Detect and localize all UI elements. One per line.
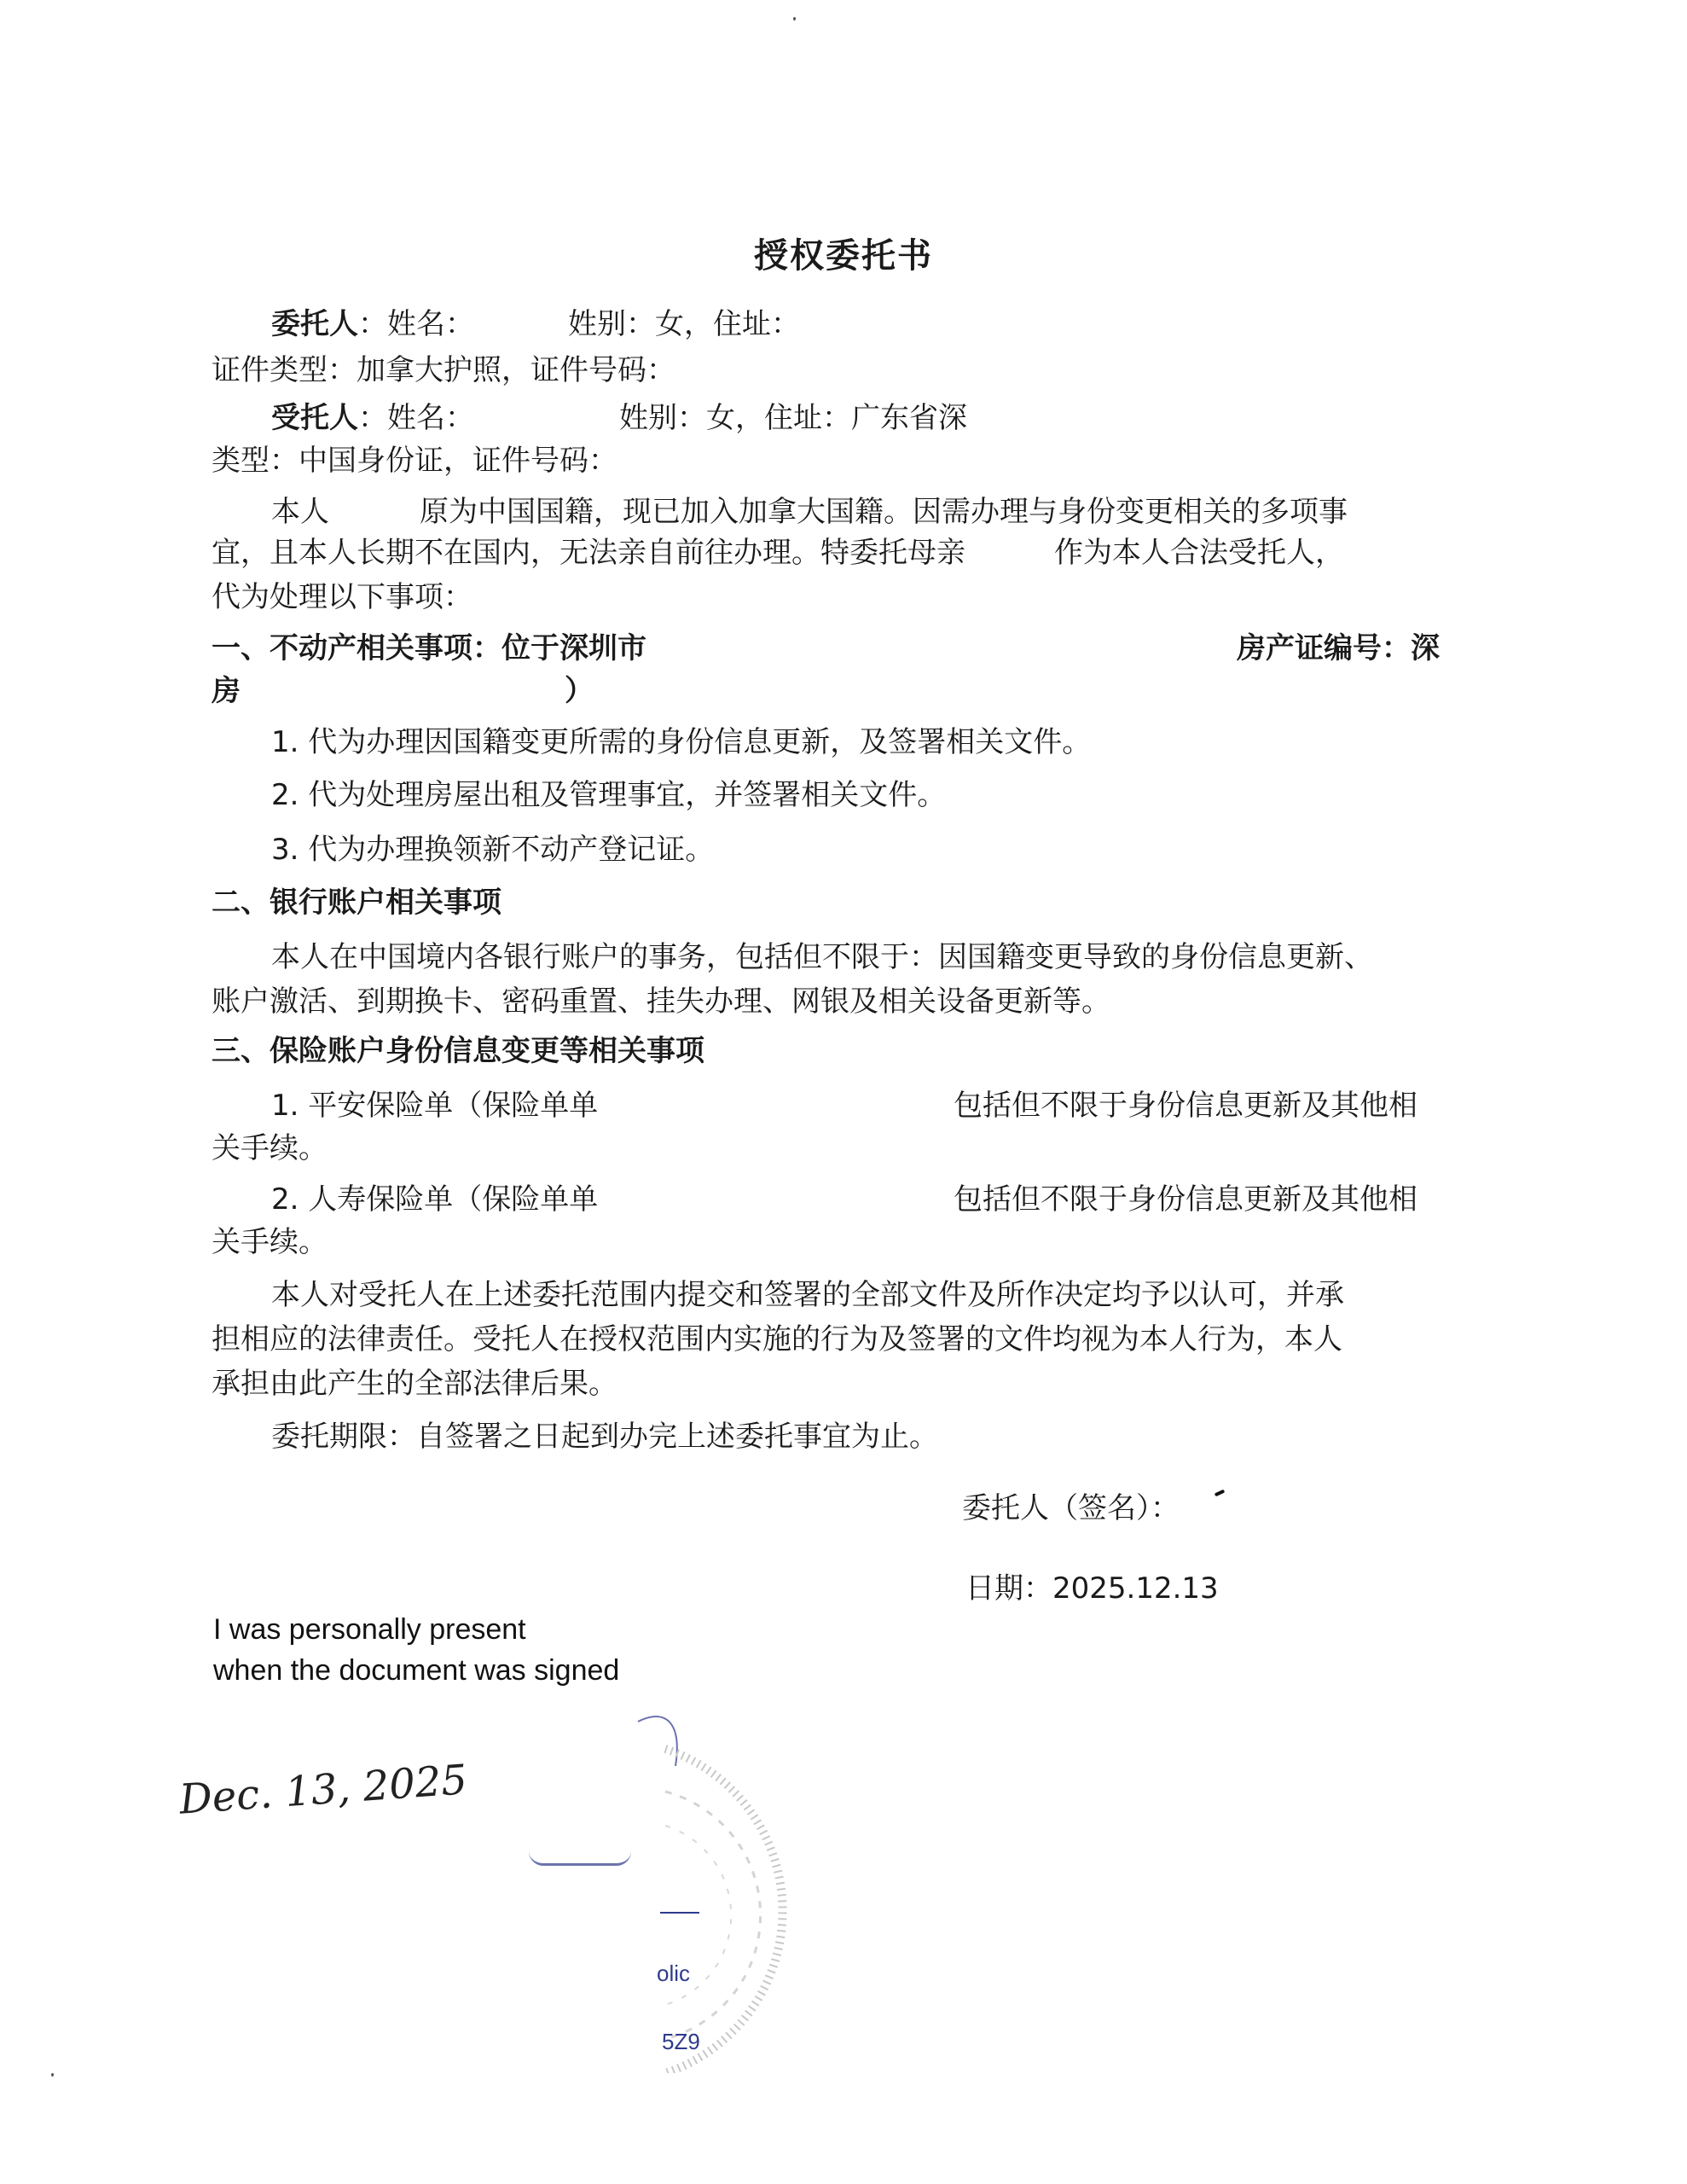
intro-text: 宜，且本人长期不在国内，无法亲自前往办理。特委托母亲	[212, 536, 965, 570]
intro-line-3: 代为处理以下事项：	[212, 580, 472, 614]
agent-name-label: ：姓名：	[358, 401, 474, 435]
section3-heading: 三、保险账户身份信息变更等相关事项	[212, 1034, 704, 1068]
intro-text: 原为中国国籍，现已加入加拿大国籍。因需办理与身份变更相关的多项事	[420, 495, 1348, 529]
principal-id-line: 证件类型：加拿大护照，证件号码：	[212, 353, 675, 387]
agent-line	[271, 398, 967, 439]
section2-line-1: 本人在中国境内各银行账户的事务，包括但不限于：因国籍变更导致的身份信息更新、	[271, 940, 1373, 974]
section3-item-1-cont: 关手续。	[212, 1131, 328, 1165]
intro-line-1	[271, 491, 1348, 532]
section2-heading: 二、银行账户相关事项	[212, 886, 501, 920]
section3-item-2-start: 2. 人寿保险单（保险单单	[271, 1182, 599, 1217]
section1-item-3: 3. 代为办理换领新不动产登记证。	[271, 833, 715, 867]
section1-heading-line2	[212, 671, 594, 712]
heading-text: 房	[212, 674, 241, 708]
principal-label: 委托人	[271, 307, 358, 341]
signature-mark	[1215, 1490, 1226, 1497]
responsibility-line-1: 本人对受托人在上述委托范围内提交和签署的全部文件及所作决定均予以认可，并承	[271, 1278, 1344, 1312]
signature-label: 委托人（签名）：	[962, 1491, 1180, 1525]
section3-item-2-cont: 关手续。	[212, 1225, 328, 1259]
section3-item-2-end: 包括但不限于身份信息更新及其他相	[954, 1182, 1417, 1217]
section1-item-2: 2. 代为处理房屋出租及管理事宜，并签署相关文件。	[271, 778, 947, 812]
intro-text: 作为本人合法受托人，	[1054, 536, 1344, 570]
principal-name-label: ：姓名：	[358, 307, 474, 341]
scan-speck	[51, 2073, 54, 2077]
stamp-text-fragment-1: olic	[657, 1960, 691, 1986]
term-line: 委托期限：自签署之日起到办完上述委托事宜为止。	[271, 1420, 938, 1454]
principal-line	[271, 304, 800, 345]
intro-text: 本人	[271, 495, 329, 529]
section2-line-2: 账户激活、到期换卡、密码重置、挂失办理、网银及相关设备更新等。	[212, 985, 1110, 1019]
responsibility-line-2: 担相应的法律责任。受托人在授权范围内实施的行为及签署的文件均视为本人行为，本人	[212, 1322, 1342, 1356]
section1-heading-cert: 房产证编号：深	[1237, 631, 1440, 665]
agent-id-line: 类型：中国身份证，证件号码：	[212, 444, 617, 478]
heading-text: ）	[565, 674, 594, 708]
agent-label: 受托人	[271, 401, 358, 435]
principal-gender-address: 姓别：女，住址：	[568, 307, 800, 341]
intro-line-2	[212, 532, 1344, 573]
notary-signature-fragment	[529, 1851, 631, 1866]
section3-item-1-start: 1. 平安保险单（保险单单	[271, 1089, 599, 1123]
section1-heading: 一、不动产相关事项：位于深圳市	[212, 631, 646, 665]
stamp-text-fragment-2: 5Z9	[662, 2029, 700, 2054]
date-label: 日期：2025.12.13	[965, 1571, 1219, 1606]
notary-attestation-line-2: when the document was signed	[213, 1654, 620, 1687]
scan-speck	[793, 17, 796, 20]
agent-gender-address: 姓别：女，住址：广东省深	[619, 401, 967, 435]
document-title: 授权委托书	[754, 236, 933, 276]
handwritten-date: Dec. 13, 2025	[177, 1756, 469, 1824]
notary-seal-icon	[614, 1715, 853, 2073]
responsibility-line-3: 承担由此产生的全部法律后果。	[212, 1367, 617, 1401]
section3-item-1-end: 包括但不限于身份信息更新及其他相	[954, 1089, 1417, 1123]
section1-item-1: 1. 代为办理因国籍变更所需的身份信息更新，及签署相关文件。	[271, 725, 1092, 759]
notary-attestation-line-1: I was personally present	[213, 1613, 526, 1646]
